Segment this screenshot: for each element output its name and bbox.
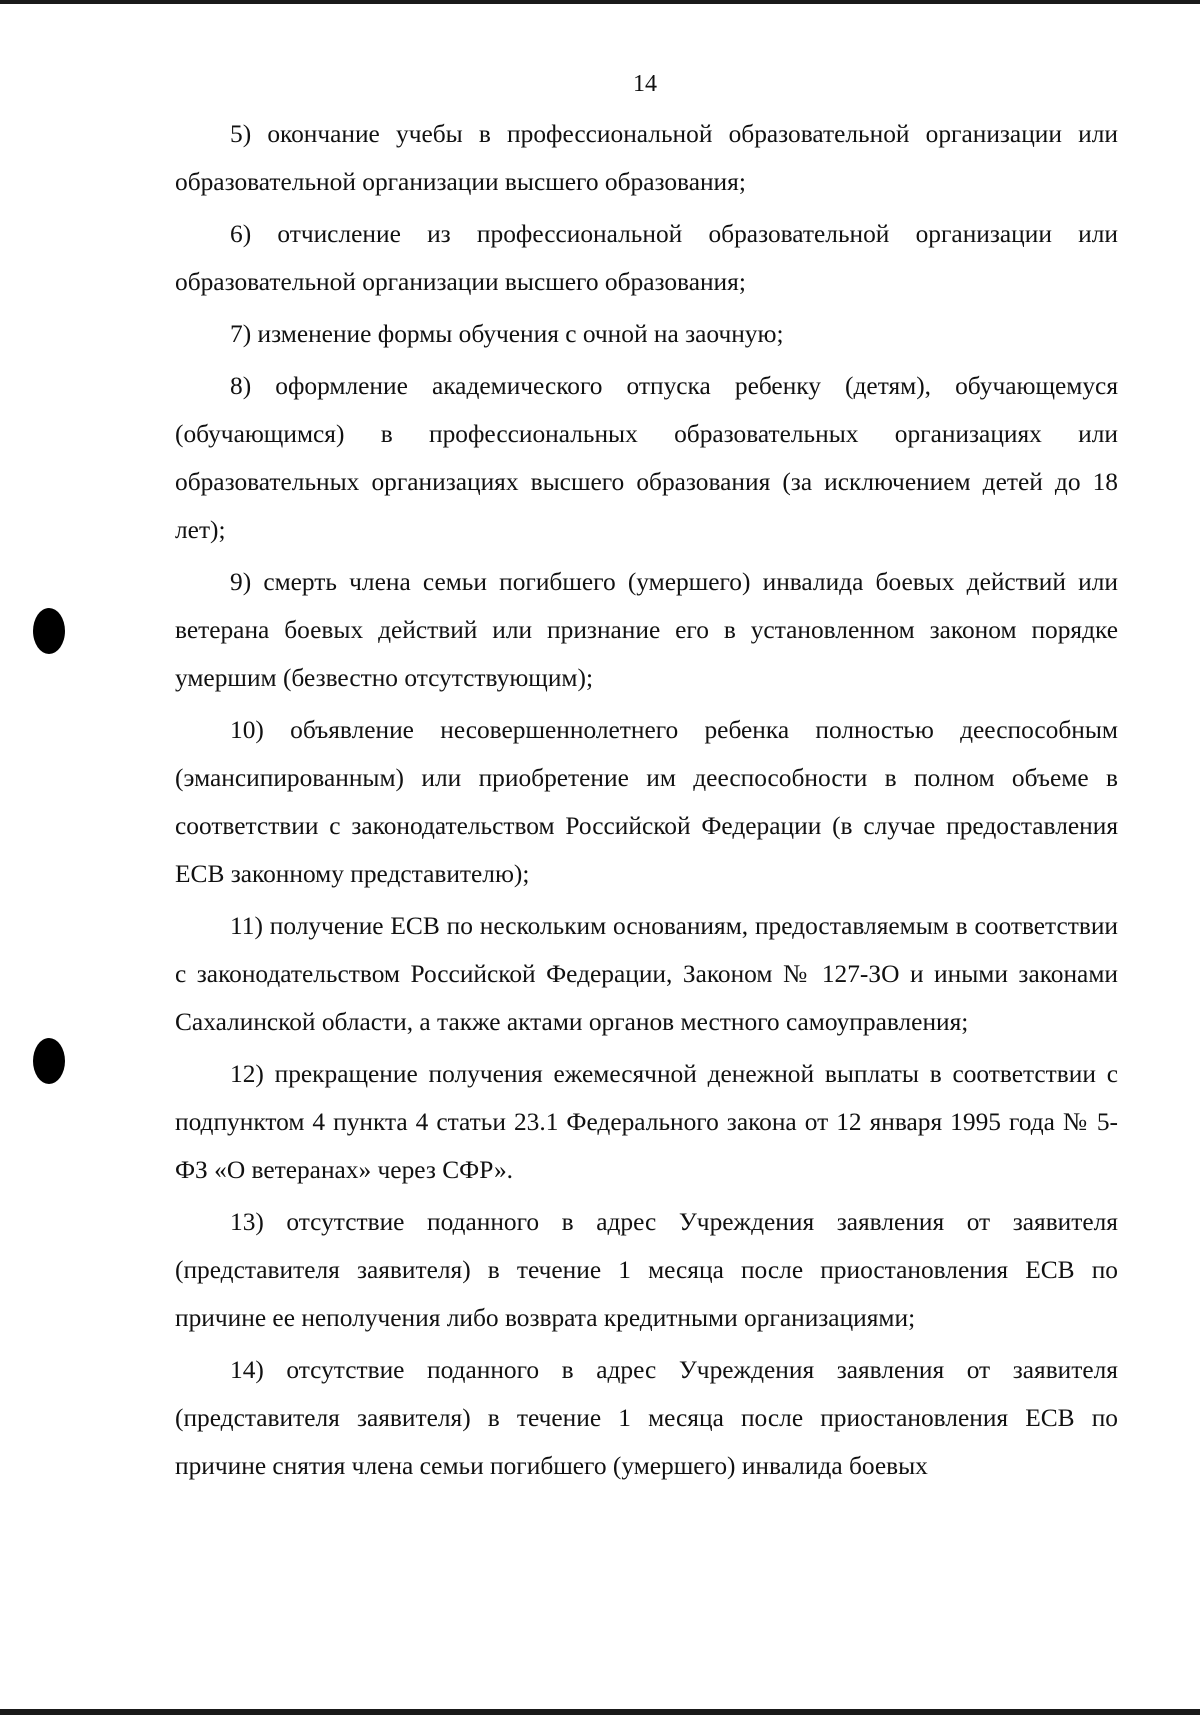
- paragraph-item-5: 5) окончание учебы в профессиональной образовательной организации или образовательной организации высшего образования;: [175, 120, 1118, 196]
- paragraph-item-7: 7) изменение формы обучения с очной на заочную;: [230, 320, 784, 348]
- document-body: [175, 110, 1118, 1494]
- scan-edge-top: [0, 0, 1200, 4]
- paragraph-item-11: 11) получение ЕСВ по нескольким основаниям, предоставляемым в соответствии с законодательством Российской Федерации, Законом № 127-ЗО и иными законами Сахалинской области, а также актами органов местного самоуправления;: [175, 912, 1118, 1036]
- paragraph-item-6: 6) отчисление из профессиональной образовательной организации или образовательной организации высшего образования;: [175, 220, 1118, 296]
- punch-hole-bottom: [33, 1038, 65, 1084]
- paragraph-item-12: 12) прекращение получения ежемесячной денежной выплаты в соответствии с подпунктом 4 пункта 4 статьи 23.1 Федерального закона от 12 января 1995 года № 5-ФЗ «О ветеранах» через СФР».: [175, 1060, 1118, 1184]
- paragraph-item-14: 14) отсутствие поданного в адрес Учреждения заявления от заявителя (представителя заявителя) в течение 1 месяца после приостановления ЕСВ по причине снятия члена семьи погибшего (умершего) инвалида боевых: [175, 1356, 1118, 1480]
- paragraph-item-13: 13) отсутствие поданного в адрес Учреждения заявления от заявителя (представителя заявителя) в течение 1 месяца после приостановления ЕСВ по причине ее неполучения либо возврата кредитными организациями;: [175, 1208, 1118, 1332]
- paragraph-item-9: 9) смерть члена семьи погибшего (умершего) инвалида боевых действий или ветерана боевых действий или признание его в установленном законом порядке умершим (безвестно отсутствующим);: [175, 568, 1118, 692]
- scan-edge-bottom: [0, 1709, 1200, 1715]
- paragraph-item-10: 10) объявление несовершеннолетнего ребенка полностью дееспособным (эмансипированным) или приобретение им дееспособности в полном объеме в соответствии с законодательством Российской Федерации (в случае предоставления ЕСВ законному представителю);: [175, 716, 1118, 888]
- punch-hole-top: [33, 608, 65, 654]
- page-number: 14: [633, 71, 657, 97]
- paragraph-item-8: 8) оформление академического отпуска ребенку (детям), обучающемуся (обучающимся) в профессиональных образовательных организациях или образовательных организациях высшего образования (за исключением детей до 18 лет);: [175, 372, 1118, 544]
